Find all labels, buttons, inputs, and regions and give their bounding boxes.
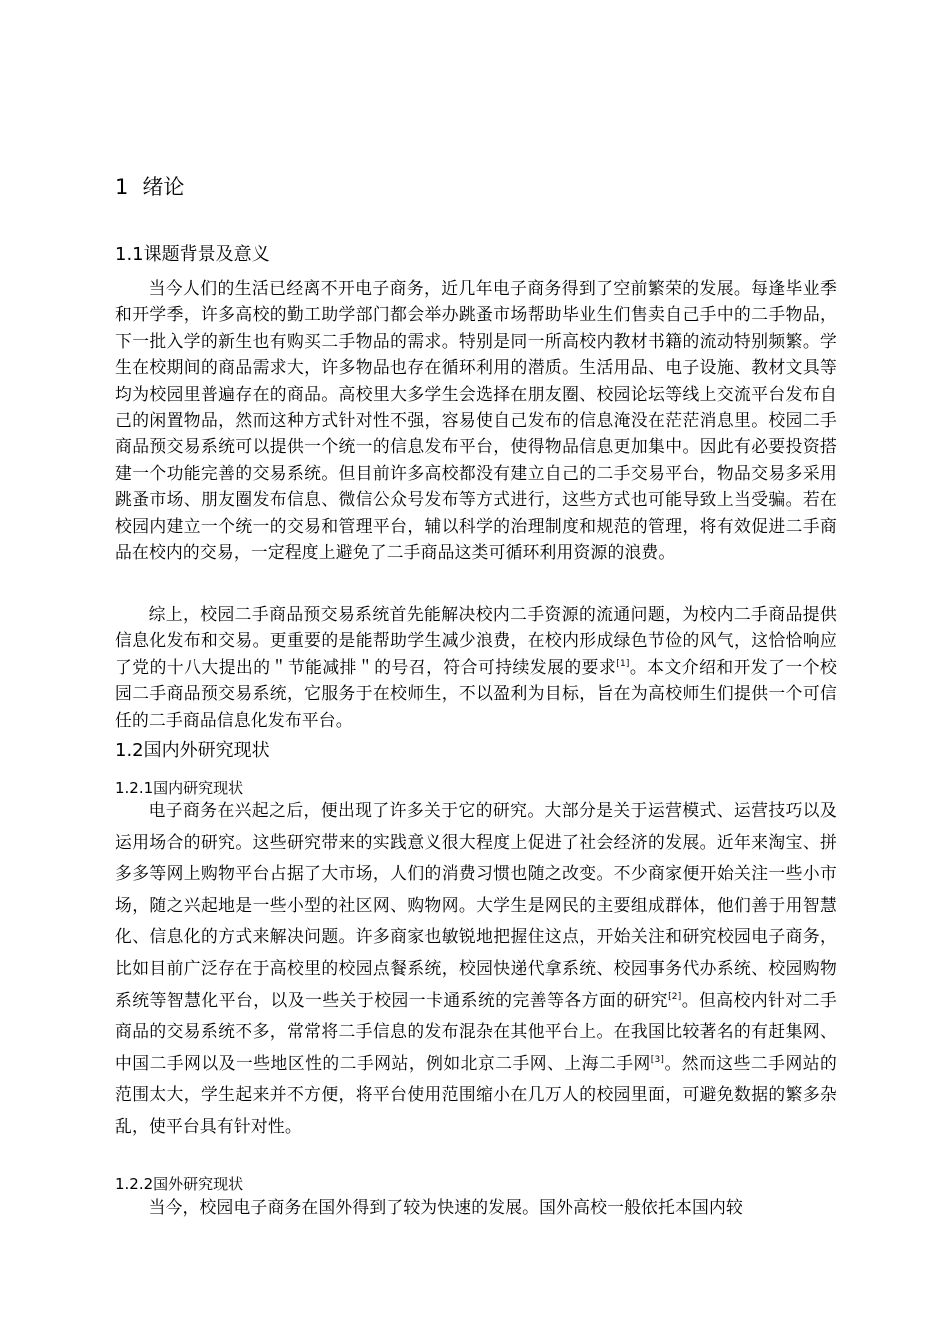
domestic-text-a: 电子商务在兴起之后，便出现了许多关于它的研究。大部分是关于运营模式、运营技巧以及运用场合的研究。这些研究带来的实践意义很大程度上促进了社会经济的发展。近年来淘宝、拼多多等网上购物平台占据了大市场，人们的消费习惯也随之改变。不少商家便开始关注一些小市场，随之兴起地是一些小型的社区网、购物网。大学生是网民的主要组成群体，他们善于用智慧化、信息化的方式来解决问题。许多商家也敏锐地把握住这点，开始关注和研究校园电子商务，比如目前广泛存在于高校里的校园点餐系统，校园快递代拿系统、校园事务代办系统、校园购物系统等智慧化平台，以及一些关于校园一卡通系统的完善等各方面的研究 <box>115 800 837 1010</box>
citation-ref-2: [2] <box>668 991 682 1002</box>
chapter-heading <box>115 172 184 202</box>
citation-ref-1: [1] <box>616 658 630 669</box>
chapter-number: 1 <box>115 175 129 199</box>
section-heading-background: 1.1课题背景及意义 <box>115 244 270 265</box>
citation-ref-3: [3] <box>650 1054 665 1065</box>
domestic-text-b: 。但高校内针对二手商品的交易系统不多，常常将二手信息的发布混杂在其他平台上。在我国比较著名的有赶集网、中国二手网以及一些地区性的二手网站，例如北京二手网、上海二手网 <box>115 989 837 1073</box>
section-heading-research-status: 1.2国内外研究现状 <box>115 740 270 761</box>
background-paragraph-2-text-b: 。本文介绍和开发了一个校园二手商品预交易系统，它服务于在校师生，不以盈利为目标，旨在为高校师生们提供一个可信任的二手商品信息化发布平台。 <box>115 656 837 730</box>
domestic-research-paragraph <box>115 795 837 1143</box>
background-paragraph-1: 当今人们的生活已经离不开电子商务，近几年电子商务得到了空前繁荣的发展。每逢毕业季和开学季，许多高校的勤工助学部门都会举办跳蚤市场帮助毕业生们售卖自己手中的二手物品，下一批入学的新生也有购买二手物品的需求。特别是同一所高校内教材书籍的流动特别频繁。学生在校期间的商品需求大，许多物品也存在循环利用的潜质。生活用品、电子设施、教材文具等均为校园里普遍存在的商品。高校里大多学生会选择在朋友圈、校园论坛等线上交流平台发布自己的闲置物品，然而这种方式针对性不强，容易使自己发布的信息淹没在茫茫消息里。校园二手商品预交易系统可以提供一个统一的信息发布平台，使得物品信息更加集中。因此有必要投资搭建一个功能完善的交易系统。但目前许多高校都没有建立自己的二手交易平台，物品交易多采用跳蚤市场、朋友圈发布信息、微信公众号发布等方式进行，这些方式也可能导致上当受骗。若在校园内建立一个统一的交易和管理平台，辅以科学的治理制度和规范的管理，将有效促进二手商品在校内的交易，一定程度上避免了二手商品这类可循环利用资源的浪费。 <box>115 278 837 563</box>
subsection-heading-domestic: 1.2.1国内研究现状 <box>115 779 244 797</box>
background-paragraph-2-text-a: 综上，校园二手商品预交易系统首先能解决校内二手资源的流通问题，为校内二手商品提供信息化发布和交易。更重要的是能帮助学生减少浪费，在校内形成绿色节俭的风气，这恰恰响应了党的十八大提出的＂节能减排＂的号召，符合可持续发展的要求 <box>115 604 837 677</box>
foreign-research-paragraph: 当今，校园电子商务在国外得到了较为快速的发展。国外高校一般依托本国内较 <box>148 1197 743 1217</box>
subsection-heading-foreign: 1.2.2国外研究现状 <box>115 1175 244 1193</box>
background-paragraph-2 <box>115 601 837 733</box>
chapter-title: 绪论 <box>142 175 185 199</box>
domestic-text-c: 。然而这些二手网站的范围太大，学生起来并不方便，将平台使用范围缩小在几万人的校园里面，可避免数据的繁多杂乱，使平台具有针对性。 <box>115 1052 837 1136</box>
